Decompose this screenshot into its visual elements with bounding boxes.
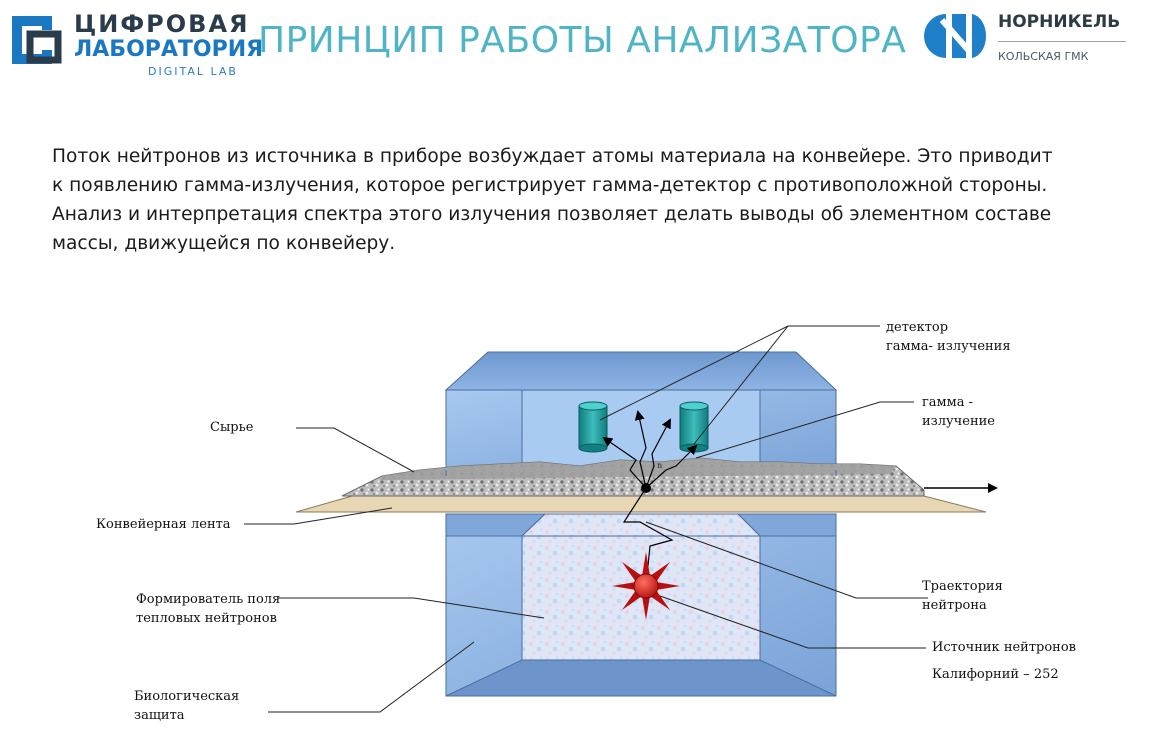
label-raw-material: Сырье — [210, 420, 254, 435]
description-line: массы, движущейся по конвейеру. — [52, 233, 396, 254]
label-detector-line2: гамма- излучения — [886, 339, 1011, 354]
gamma-detector-right — [680, 402, 708, 452]
description-line: Анализ и интерпретация спектра этого излучения позволяет делать выводы об элементном составе — [52, 204, 1052, 225]
label-conveyor-belt: Конвейерная лента — [96, 517, 231, 532]
description — [52, 142, 1172, 258]
logo-text-line2: ЛАБОРАТОРИЯ — [74, 37, 264, 62]
brand-divider — [998, 41, 1126, 42]
thermal-neutron-shaper — [522, 536, 760, 660]
gamma-detector-left — [579, 402, 607, 452]
label-gamma-line2: излучение — [922, 414, 995, 429]
interaction-marker-label: n — [657, 461, 663, 470]
description-line: к появлению гамма-излучения, которое регистрирует гамма-детектор с противоположной стороны. — [52, 175, 1048, 196]
brand-name: НОРНИКЕЛЬ — [998, 12, 1121, 32]
description-line: Поток нейтронов из источника в приборе возбуждает атомы материала на конвейере. Это приводит — [52, 146, 1053, 167]
nornickel-logo — [922, 10, 1172, 70]
label-neutron-source: Источник нейтронов — [932, 640, 1076, 655]
label-neutron-shaper — [136, 590, 280, 628]
neutron-source — [612, 552, 680, 620]
page-title: ПРИНЦИП РАБОТЫ АНАЛИЗАТОРА — [258, 20, 907, 61]
nornickel-logo-icon — [922, 12, 988, 60]
label-gamma-radiation — [922, 393, 995, 431]
label-gamma-line1: гамма - — [922, 395, 974, 410]
label-shaper-line1: Формирователь поля — [136, 592, 281, 607]
label-bio-line1: Биологическая — [134, 689, 240, 704]
label-bio-shield — [134, 687, 239, 725]
conveyor-belt — [296, 496, 986, 512]
brand-subtitle: КОЛЬСКАЯ ГМК — [998, 50, 1089, 63]
label-trajectory-line2: нейтрона — [922, 598, 987, 613]
label-bio-line2: защита — [134, 708, 185, 723]
label-trajectory-line1: Траектория — [922, 579, 1003, 594]
label-shaper-line2: тепловых нейтронов — [136, 611, 277, 626]
shield-roof — [446, 352, 836, 390]
label-detector-line1: детектор — [886, 320, 949, 335]
logo-text-line3: DIGITAL LAB — [148, 65, 238, 78]
digital-lab-logo — [8, 10, 264, 80]
label-gamma-detector — [886, 318, 1011, 356]
label-neutron-trajectory — [922, 577, 1003, 615]
label-californium: Калифорний – 252 — [932, 667, 1059, 682]
digital-lab-logo-mark — [8, 12, 66, 68]
logo-text-line1: ЦИФРОВАЯ — [74, 10, 250, 38]
